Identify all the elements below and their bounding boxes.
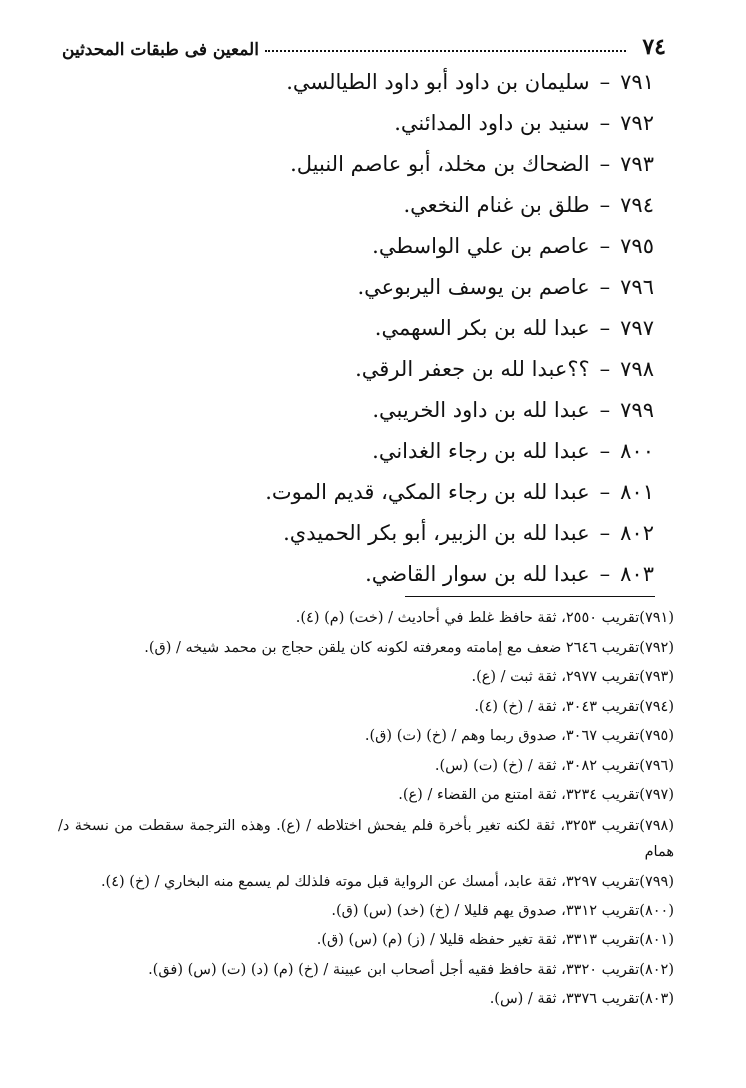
page-number: ٧٤ [642, 34, 666, 60]
list-item: ٧٩٥–عاصم بن علي الواسطي. [372, 234, 654, 258]
list-item: ٧٩٢–سنيد بن داود المدائني. [394, 111, 654, 135]
footnote: (٧٩٨)تقريب ٣٢٥٣، ثقة لكنه تغير بأخرة فلم يفحش اختلاطه / (ع). وهذه الترجمة سقطت من نسخة د/همام [58, 817, 674, 860]
footnote: (٨٠١)تقريب ٣٣١٣، ثقة تغير حفظه قليلا / (ز) (م) (س) (ق). [316, 932, 674, 948]
footnote: (٧٩١)تقريب ٢٥٥٠، ثقة حافظ غلط في أحاديث / (خت) (م) (٤). [295, 610, 674, 626]
footnote: (٨٠٣)تقريب ٣٣٧٦، ثقة / (س). [489, 991, 674, 1007]
list-item: ٧٩٤–طلق بن غنام النخعي. [403, 193, 654, 217]
footnote: (٧٩٦)تقريب ٣٠٨٢، ثقة / (خ) (ت) (س). [434, 757, 674, 774]
footnotes [58, 604, 674, 1015]
list-item: ٧٩٩–عبدا لله بن داود الخريبي. [372, 398, 654, 422]
list-item: ٧٩١–سليمان بن داود أبو داود الطيالسي. [286, 70, 654, 94]
footnote: (٧٩٤)تقريب ٣٠٤٣، ثقة / (خ) (٤). [474, 698, 674, 715]
list-item: ٨٠٢–عبدا لله بن الزبير، أبو بكر الحميدي. [283, 521, 654, 545]
narrator-list [94, 62, 654, 595]
list-item: ٨٠٣–عبدا لله بن سوار القاضي. [365, 562, 654, 586]
list-item: ٧٩٦–عاصم بن يوسف اليربوعي. [357, 275, 654, 299]
list-item: ٧٩٣–الضحاك بن مخلد، أبو عاصم النبيل. [290, 152, 654, 176]
footnote: (٧٩٧)تقريب ٣٢٣٤، ثقة امتنع من القضاء / (ع). [398, 787, 674, 803]
running-title: المعين فى طبقات المحدثين [62, 40, 259, 60]
footnote: (٨٠٢)تقريب ٣٣٢٠، ثقة حافظ فقيه أجل أصحاب ابن عيينة / (خ) (م) (د) (ت) (س) (فق). [148, 961, 674, 978]
header-dotted-leader [265, 49, 626, 52]
list-item: ٨٠٠–عبدا لله بن رجاء الغداني. [372, 439, 654, 463]
footnote: (٨٠٠)تقريب ٣٣١٢، صدوق يهم قليلا / (خ) (خد) (س) (ق). [331, 902, 674, 919]
page-header [62, 30, 666, 60]
footnote: (٧٩٢)تقريب ٢٦٤٦ ضعف مع إمامته ومعرفته لكونه كان يلقن حجاج بن محمد شيخه / (ق). [144, 639, 674, 656]
footnote: (٧٩٣)تقريب ٢٩٧٧، ثقة ثبت / (ع). [471, 669, 674, 685]
list-item: ٧٩٧–عبدا لله بن بكر السهمي. [374, 316, 654, 340]
footnote: (٧٩٥)تقريب ٣٠٦٧، صدوق ربما وهم / (خ) (ت) (ق). [364, 728, 674, 744]
list-item: ٧٩٨–؟؟عبدا لله بن جعفر الرقي. [355, 357, 654, 381]
footnote: (٧٩٩)تقريب ٣٢٩٧، ثقة عابد، أمسك عن الرواية قبل موته فلذلك لم يسمع منه البخاري / (خ) (٤). [100, 873, 674, 890]
list-item: ٨٠١–عبدا لله بن رجاء المكي، قديم الموت. [265, 480, 654, 504]
footnote-divider [405, 596, 655, 597]
